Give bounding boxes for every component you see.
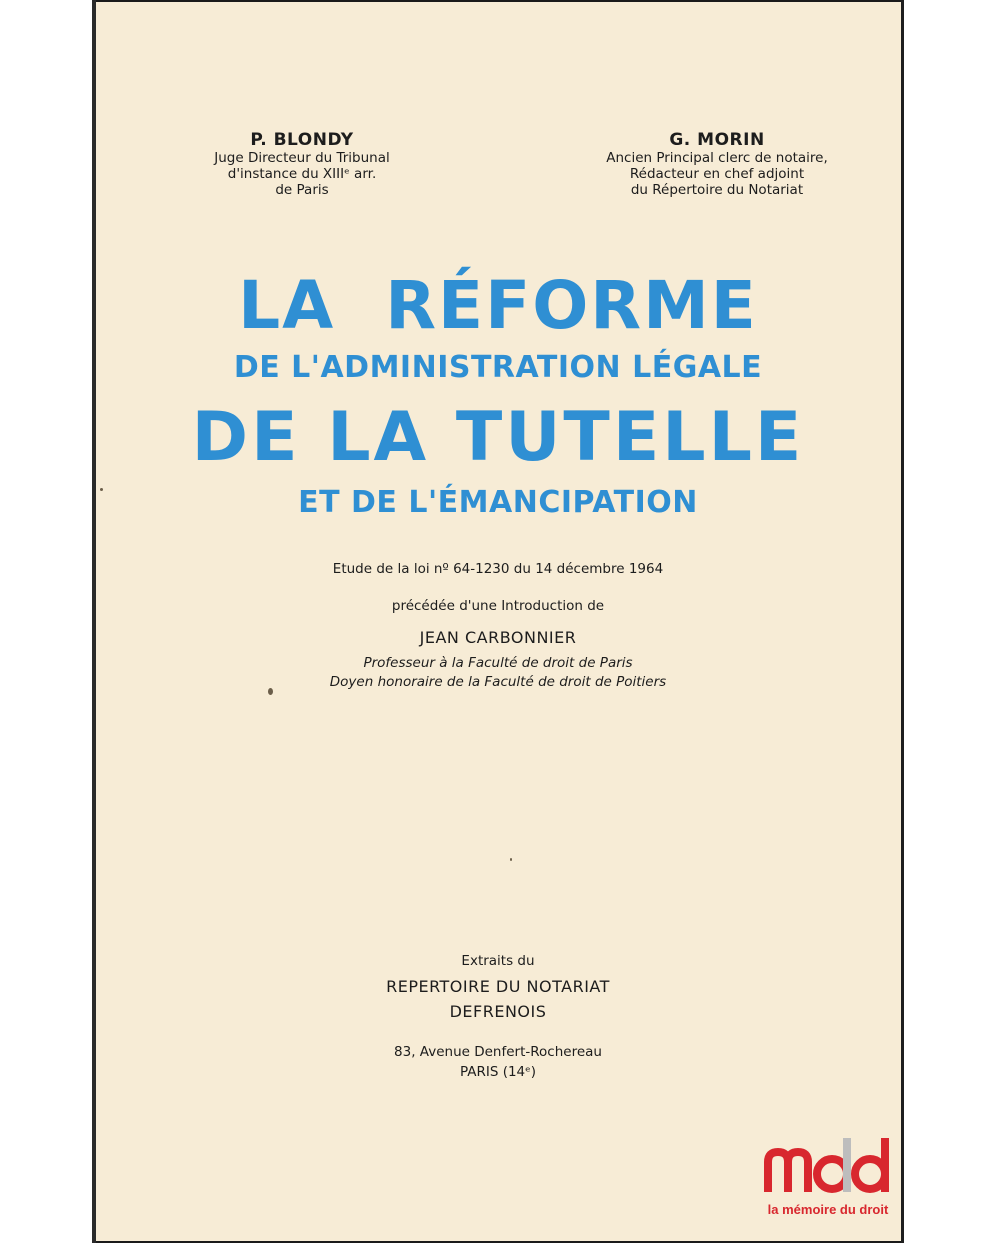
introducer-role: Doyen honoraire de la Faculté de droit de Poitiers — [329, 674, 667, 690]
author-name: G. MORIN — [669, 130, 765, 150]
paper-speck — [100, 488, 103, 491]
title-line-emancipation: ET DE L'ÉMANCIPATION — [298, 485, 698, 520]
introducer-role: Professeur à la Faculté de droit de Paris — [363, 655, 633, 671]
author-title-line: d'instance du XIIIᵉ arr. — [227, 166, 377, 182]
author-title-line: de Paris — [275, 182, 329, 198]
title-line-administration: DE L'ADMINISTRATION LÉGALE — [233, 350, 763, 385]
publisher-address: 83, Avenue Denfert-Rochereau — [394, 1044, 602, 1060]
study-reference: Etude de la loi nº 64-1230 du 14 décembre 1964 — [332, 561, 664, 577]
author-morin — [567, 130, 867, 198]
introduction-note: précédée d'une Introduction de — [391, 598, 605, 614]
introducer-name: JEAN CARBONNIER — [419, 628, 577, 647]
watermark-logo — [762, 1132, 894, 1228]
logo-tagline: la mémoire du droit — [767, 1202, 889, 1217]
publisher-city: PARIS (14ᵉ) — [459, 1064, 537, 1080]
author-blondy — [162, 130, 442, 198]
author-title-line: Rédacteur en chef adjoint — [629, 166, 805, 182]
title-line-reforme: LA RÉFORME — [238, 267, 758, 344]
author-name: P. BLONDY — [250, 130, 354, 150]
mdd-logo-icon — [762, 1132, 894, 1198]
paper-speck — [510, 858, 512, 861]
author-title-line: Ancien Principal clerc de notaire, — [606, 150, 828, 166]
author-title-line: Juge Directeur du Tribunal — [214, 150, 390, 166]
author-title-line: du Répertoire du Notariat — [630, 182, 804, 198]
book-cover — [92, 0, 904, 1243]
paper-speck — [268, 688, 273, 695]
publisher-name: DEFRENOIS — [449, 1002, 547, 1021]
title-line-tutelle: DE LA TUTELLE — [191, 398, 805, 477]
publisher-extraits: Extraits du — [461, 953, 535, 969]
publisher-name: REPERTOIRE DU NOTARIAT — [386, 977, 610, 996]
